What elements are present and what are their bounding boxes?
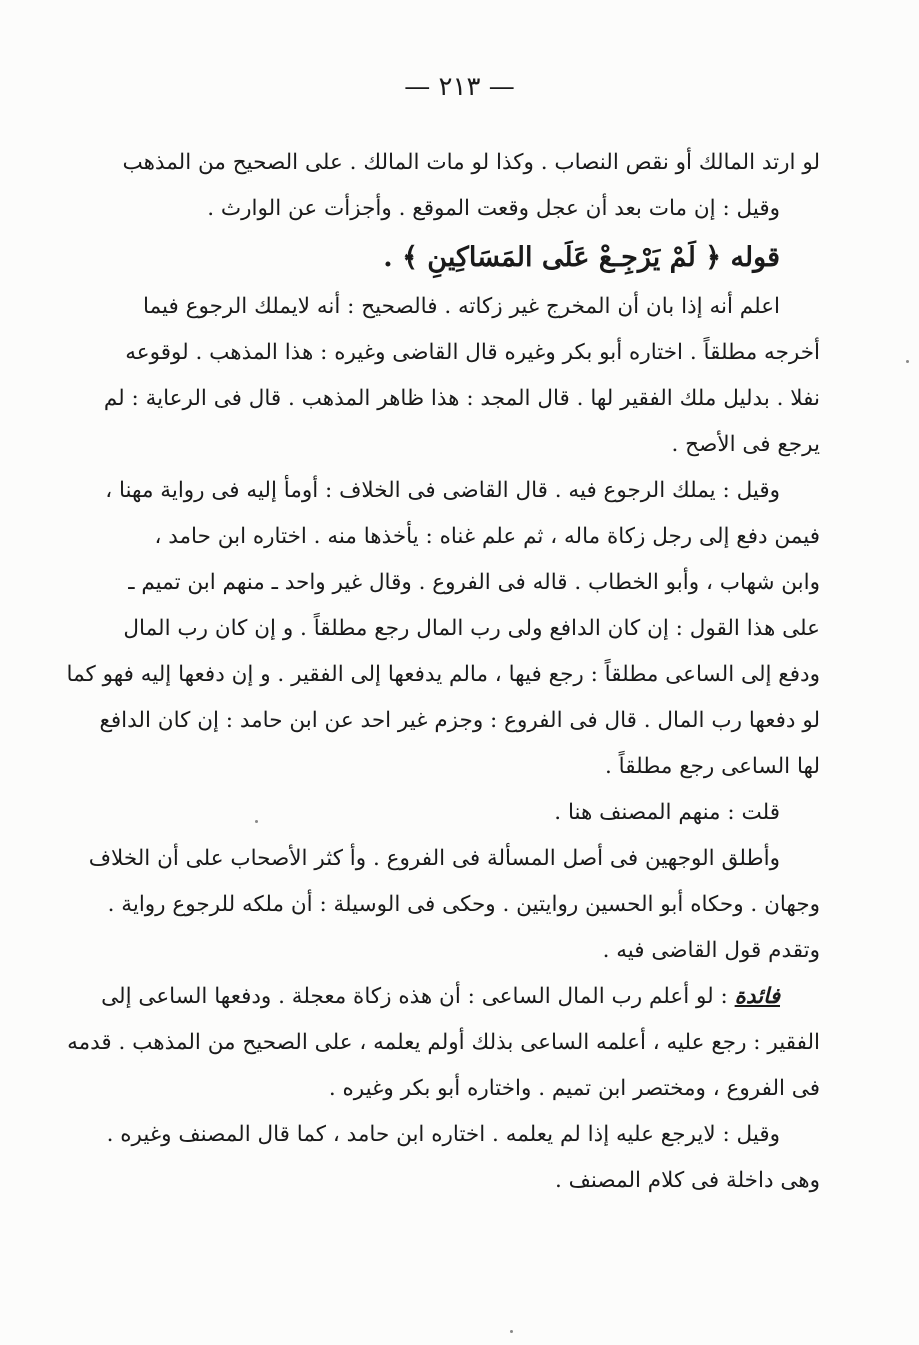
section-heading: قوله ﴿ لَمْ يَرْجِـعْ عَلَى المَسَاكِينِ ﴾ .: [383, 242, 780, 273]
text-line: لو دفعها رب المال . قال فى الفروع : وجزم غير احد عن ابن حامد : إن كان الدافع: [99, 708, 820, 733]
text-line: وقيل : إن مات بعد أن عجل وقعت الموقع . وأجزأت عن الوارث .: [207, 196, 780, 221]
text-line: وابن شهاب ، وأبو الخطاب . قاله فى الفروع . وقال غير واحد ـ منهم ابن تميم ـ: [128, 570, 820, 595]
body-text: [66, 140, 820, 1204]
text-line: ودفع إلى الساعى مطلقاً : رجع فيها ، مالم يدفعها إلى الفقير . و إن دفعها إليه فهو كما: [66, 662, 820, 687]
paper-speck: [255, 820, 258, 823]
text-line: وأطلق الوجهين فى أصل المسألة فى الفروع . وأ كثر الأصحاب على أن الخلاف: [88, 846, 780, 871]
text-line: نفلا . بدليل ملك الفقير لها . قال المجد : هذا ظاهر المذهب . قال فى الرعاية : لم: [103, 386, 820, 411]
text-line: وقيل : يملك الرجوع فيه . قال القاضى فى الخلاف : أومأ إليه فى رواية مهنا ،: [105, 478, 780, 503]
text-line: وقيل : لايرجع عليه إذا لم يعلمه . اختاره ابن حامد ، كما قال المصنف وغيره .: [106, 1122, 780, 1147]
note-text: : لو أعلم رب المال الساعى : أن هذه زكاة معجلة . ودفعها الساعى إلى: [101, 984, 728, 1009]
text-line: لها الساعى رجع مطلقاً .: [605, 754, 820, 779]
text-line: وجهان . وحكاه أبو الحسين روايتين . وحكى فى الوسيلة : أن ملكه للرجوع رواية .: [107, 892, 820, 917]
text-line: لو ارتد المالك أو نقص النصاب . وكذا لو مات المالك . على الصحيح من المذهب: [122, 150, 820, 175]
text-line: الفقير : رجع عليه ، أعلمه الساعى بذلك أولم يعلمه ، على الصحيح من المذهب . قدمه: [67, 1030, 820, 1055]
text-line: فى الفروع ، ومختصر ابن تميم . واختاره أبو بكر وغيره .: [328, 1076, 820, 1101]
text-line: [101, 974, 820, 1020]
text-line: أخرجه مطلقاً . اختاره أبو بكر وغيره قال القاضى وغيره : هذا المذهب . لوقوعه: [125, 340, 820, 365]
text-line: وهى داخلة فى كلام المصنف .: [554, 1168, 820, 1193]
text-line: يرجع فى الأصح .: [671, 432, 820, 457]
text-line: فيمن دفع إلى رجل زكاة ماله ، ثم علم غناه : يأخذها منه . اختاره ابن حامد ،: [154, 524, 820, 549]
text-line: اعلم أنه إذا بان أن المخرج غير زكاته . فالصحيح : أنه لايملك الرجوع فيما: [143, 294, 780, 319]
paper-speck: [510, 1330, 513, 1333]
note-label: فائدة: [734, 984, 780, 1009]
text-line: قلت : منهم المصنف هنا .: [554, 800, 780, 825]
page-number: — ٢١٣ —: [404, 72, 515, 102]
text-line: على هذا القول : إن كان الدافع ولى رب المال رجع مطلقاً . و إن كان رب المال: [123, 616, 820, 641]
text-line: وتقدم قول القاضى فيه .: [602, 938, 820, 963]
paper-speck: [906, 360, 909, 363]
